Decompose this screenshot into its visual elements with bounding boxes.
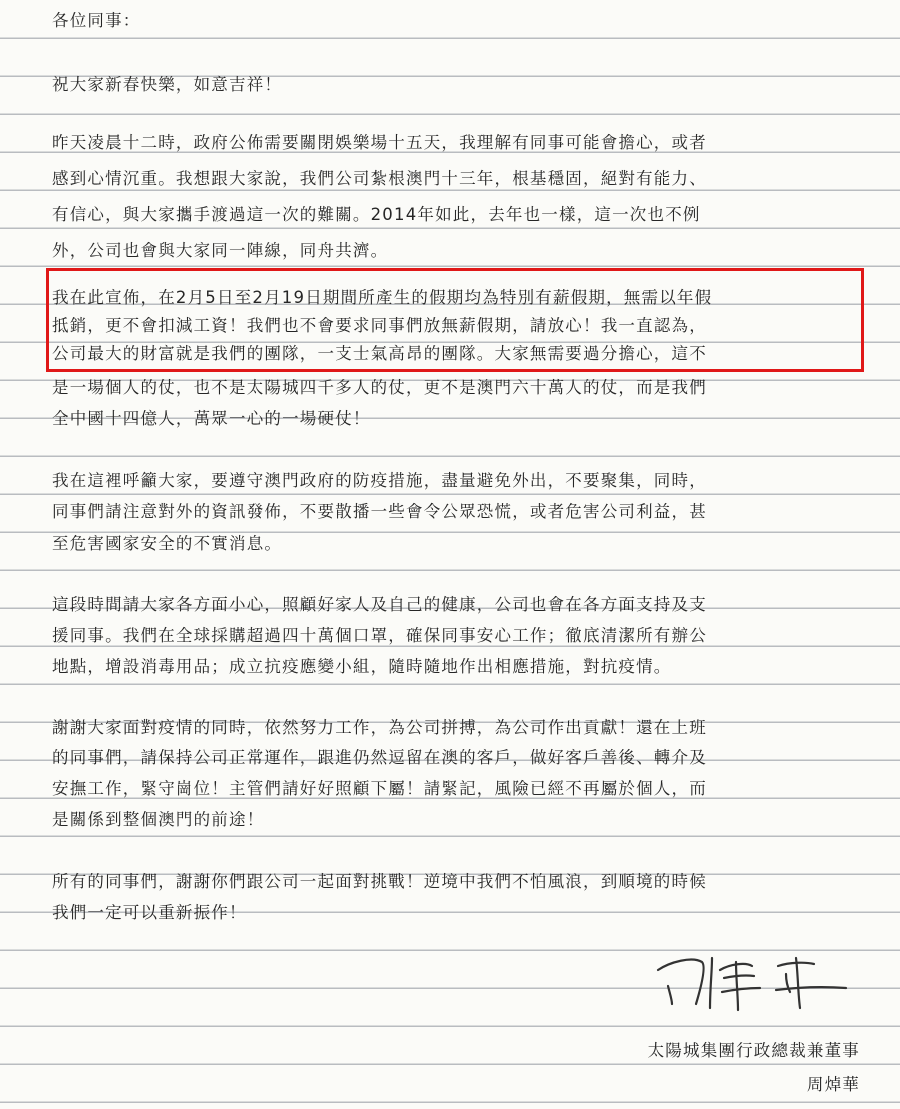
paragraph-4-line-3: 地點，增設消毒用品；成立抗疫應變小組，隨時隨地作出相應措施，對抗疫情。: [52, 657, 672, 676]
red-highlight-box: [46, 268, 864, 372]
paragraph-1-line-3: 有信心，與大家攜手渡過這一次的難關。2014年如此，去年也一樣，這一次也不例: [52, 205, 701, 224]
paragraph-1-line-2: 感到心情沉重。我想跟大家說，我們公司紮根澳門十三年，根基穩固，絕對有能力、: [52, 169, 707, 188]
paragraph-2-line-5: 全中國十四億人，萬眾一心的一場硬仗！: [52, 409, 371, 428]
signatory-name: 周焯華: [806, 1075, 860, 1094]
paragraph-2-line-4: 是一場個人的仗，也不是太陽城四千多人的仗，更不是澳門六十萬人的仗，而是我們: [52, 378, 707, 397]
greeting: 祝大家新春快樂，如意吉祥！: [52, 75, 283, 94]
signatory-title: 太陽城集團行政總裁兼董事: [647, 1041, 860, 1060]
paragraph-2-line-2: 抵銷，更不會扣減工資！我們也不會要求同事們放無薪假期，請放心！我一直認為，: [52, 316, 707, 335]
paragraph-5-line-3: 安撫工作，緊守崗位！主管們請好好照顧下屬！請緊記，風險已經不再屬於個人，而: [52, 779, 707, 798]
paragraph-5-line-1: 謝謝大家面對疫情的同時，依然努力工作，為公司拼搏，為公司作出貢獻！還在上班: [52, 718, 707, 737]
paragraph-4-line-2: 援同事。我們在全球採購超過四十萬個口罩，確保同事安心工作；徹底清潔所有辦公: [52, 626, 707, 645]
paragraph-3-line-2: 同事們請注意對外的資訊發佈，不要散播一些會令公眾恐慌，或者危害公司利益，甚: [52, 502, 707, 521]
paragraph-1-line-1: 昨天凌晨十二時，政府公佈需要關閉娛樂場十五天，我理解有同事可能會擔心，或者: [52, 133, 707, 152]
paragraph-2-line-3: 公司最大的財富就是我們的團隊，一支士氣高昂的團隊。大家無需要過分擔心，這不: [52, 344, 707, 363]
paragraph-2-line-1: 我在此宣佈，在2月5日至2月19日期間所產生的假期均為特別有薪假期，無需以年假: [52, 288, 713, 307]
paragraph-3-line-1: 我在這裡呼籲大家，要遵守澳門政府的防疫措施，盡量避免外出，不要聚集，同時，: [52, 471, 707, 490]
paragraph-1-line-4: 外，公司也會與大家同一陣線，同舟共濟。: [52, 241, 389, 260]
paragraph-4-line-1: 這段時間請大家各方面小心，照顧好家人及自己的健康，公司也會在各方面支持及支: [52, 595, 707, 614]
paragraph-6-line-2: 我們一定可以重新振作！: [52, 903, 247, 922]
salutation: 各位同事：: [52, 11, 141, 30]
paragraph-5-line-4: 是關係到整個澳門的前途！: [52, 810, 265, 829]
handwritten-signature: [650, 948, 860, 1018]
paragraph-3-line-3: 至危害國家安全的不實消息。: [52, 534, 283, 553]
paragraph-6-line-1: 所有的同事們，謝謝你們跟公司一起面對挑戰！逆境中我們不怕風浪，到順境的時候: [52, 872, 707, 891]
paragraph-5-line-2: 的同事們，請保持公司正常運作，跟進仍然逗留在澳的客戶，做好客戶善後、轉介及: [52, 748, 707, 767]
